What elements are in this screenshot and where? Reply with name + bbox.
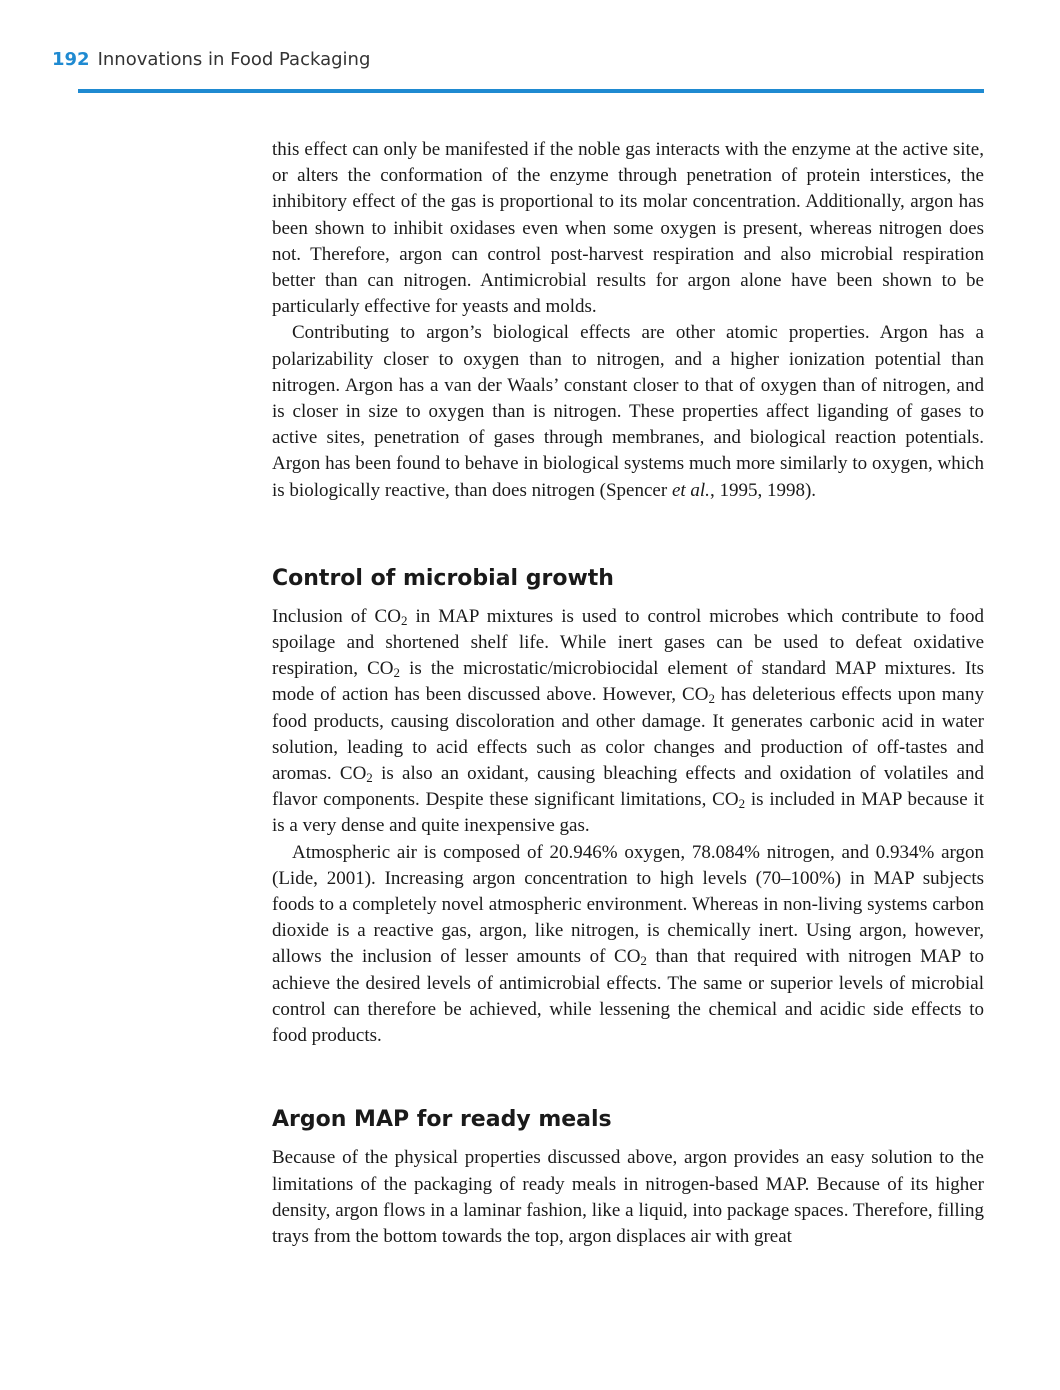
co2-formula: $CO_2$ [367, 658, 400, 681]
paragraph-2-text: Contributing to argon’s biological effects are other atomic properties. Argon has a polarizability closer to oxygen than to nitrogen, and a higher ionization potential than nitrogen. Argon has a van der Waals’ constant closer to that of oxygen than of nitrogen, and is closer in size to oxygen than is nitrogen. These properties affect liganding of gases to active sites, penetration of gases through membranes, and biological reaction potentials. Argon has been found to behave in biological systems much more similarly to oxygen, which is biologically reactive, than does nitrogen (Spencer [272, 322, 984, 501]
paragraph-4 [272, 840, 984, 1050]
running-title: Innovations in Food Packaging [97, 49, 371, 70]
paragraph-3-text: is also an oxidant, causing bleaching effects and oxidation of volatiles and flavor components. Despite these significant limitations, [272, 763, 984, 811]
paragraph-5: Because of the physical properties discussed above, argon provides an easy solution to the limitations of the packaging of ready meals in nitrogen-based MAP. Because of its higher density, argon flows in a laminar fashion, like a liquid, into package spaces. Therefore, filling trays from the bottom towards the top, argon displaces air with great [272, 1147, 984, 1247]
paragraph-3 [272, 604, 984, 840]
paragraph-3-text: is the microstatic/microbiocidal element of standard MAP mixtures. Its mode of action has been discussed above. However, [272, 658, 984, 706]
co2-formula: $CO_2$ [682, 684, 715, 707]
paragraph-3-text: in MAP mixtures is used to control microbes which contribute to food spoilage and shortened shelf life. While inert gases can be used to defeat oxidative respiration, [272, 605, 984, 680]
co2-formula: $CO_2$ [614, 946, 647, 969]
paragraph-4-text: than that required with nitrogen MAP to achieve the desired levels of antimicrobial effects. The same or superior levels of microbial control can therefore be achieved, while lessening the chemical and acidic side effects to food products. [272, 946, 985, 1047]
paragraph-2 [272, 320, 984, 503]
paragraph-1: this effect can only be manifested if the noble gas interacts with the enzyme at the active site, or alters the conformation of the enzyme through penetration of protein interstices, the inhibitory effect of the gas is proportional to its molar concentration. Additionally, argon has been shown to inhibit oxidases even when some oxygen is present, whereas nitrogen does not. Therefore, argon can control post-harvest respiration and also microbial respiration better than can nitrogen. Antimicrobial results for argon alone have been shown to be particularly effective for yeasts and molds. [272, 139, 984, 318]
paragraph-4-text: Atmospheric air is composed of 20.946% oxygen, 78.084% nitrogen, and 0.934% argon (Lide, 2001). Increasing argon concentration to high levels (70–100%) in MAP subjects foods to a completely novel atmospheric environment. Whereas in non-living systems carbon dioxide is a reactive gas, argon, like nitrogen, is chemically inert. Using argon, however, allows the inclusion of lesser amounts of [272, 841, 984, 968]
page-number: 192 [52, 49, 90, 70]
co2-formula: $CO_2$ [712, 789, 746, 812]
running-head [52, 48, 370, 72]
paragraph-3-text: has deleterious effects upon many food products, causing discoloration and other damage. It generates carbonic acid in water solution, leading to acid effects such as color changes and production of off-tastes and aromas. [272, 684, 984, 785]
paragraph-3-text: Inclusion of [272, 605, 375, 627]
section-heading-control: Control of microbial growth [272, 565, 614, 591]
section-heading-argon: Argon MAP for ready meals [272, 1107, 612, 1133]
page-body [272, 137, 984, 1250]
co2-formula: $CO_2$ [374, 605, 408, 628]
co2-formula: $CO_2$ [339, 763, 373, 786]
paragraph-2-end: , 1995, 1998). [709, 479, 817, 501]
citation-et-al: et al. [671, 479, 710, 501]
header-rule [78, 89, 984, 93]
paragraph-3-text: is included in MAP because it is a very dense and quite inexpensive gas. [272, 789, 984, 837]
